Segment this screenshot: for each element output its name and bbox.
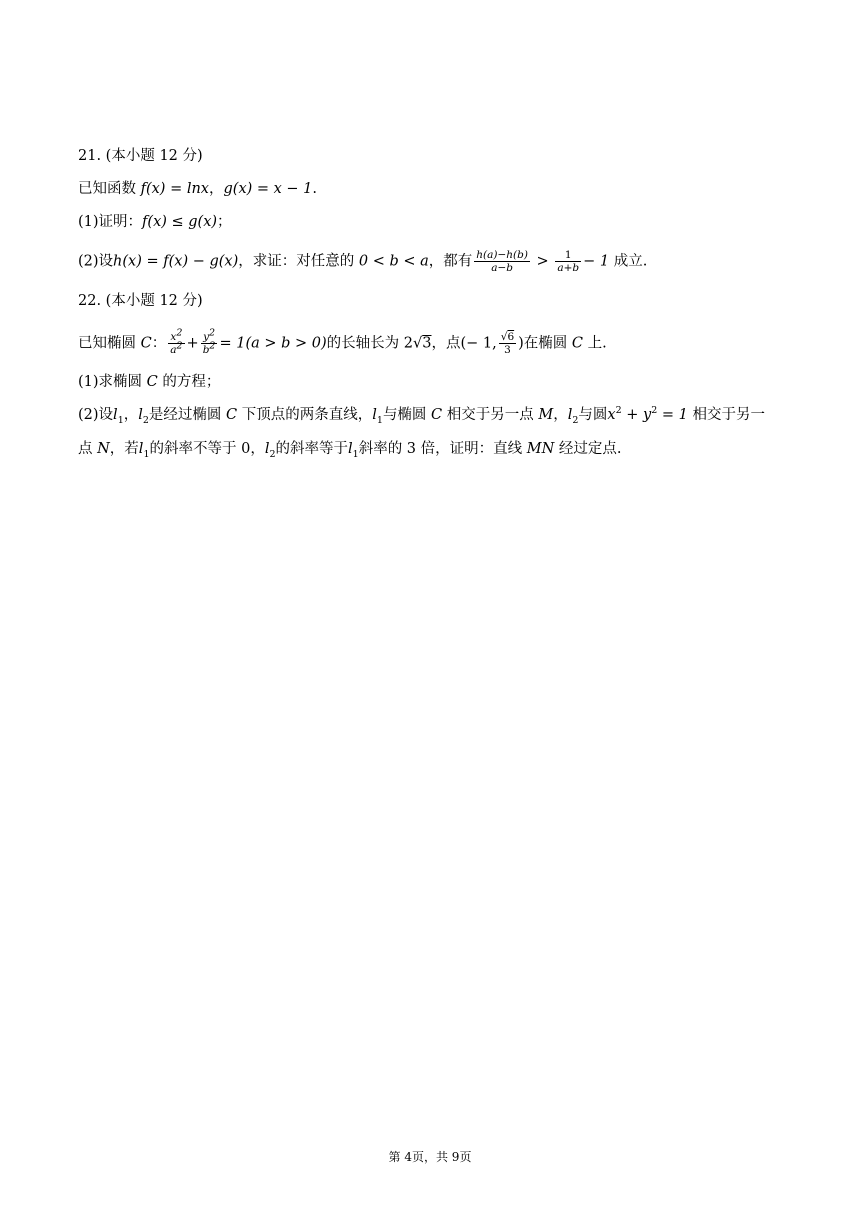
stem-text: 在椭圆 — [523, 335, 572, 352]
point-m: M — [538, 407, 554, 423]
line-l1: l — [138, 441, 144, 457]
line-l1: l — [348, 441, 353, 457]
ellipse-c: C — [431, 407, 443, 423]
problem-21-part-1 — [78, 212, 232, 232]
fraction-difference-quotient — [474, 249, 530, 274]
part-label: (2) — [78, 407, 99, 423]
part-text: 成立. — [609, 253, 648, 270]
problem-22-header — [78, 291, 203, 311]
fraction-numerator: 1 — [555, 249, 581, 262]
line-l1: l — [113, 407, 118, 423]
function-g: g(x) = x − 1 — [223, 181, 313, 197]
problem-22-part-2-line-2: 点 N，若$l_1$的斜率不等于 0，$l_2$的斜率等于$l_1$斜率的 3 倍，证明：直线 MN 经过定点. — [78, 441, 622, 460]
plus: + — [186, 335, 199, 352]
stem-text: 的长轴长为 — [326, 335, 404, 352]
fraction-x-over-a: $\frac{x^2}{a^2}$ — [170, 327, 183, 356]
line-l2: l — [264, 441, 270, 457]
problem-21-header — [78, 146, 203, 166]
line-l1: l — [372, 407, 377, 423]
problem-22-stem: 已知椭圆 C： $\frac{x^2}{a^2}$ + $\frac{y^2}{b^2}$ = 1(a > b > 0)的长轴长为 2√3，点(− 1, $\frac{√6}{3}$ )在椭圆 C 上. — [78, 327, 607, 356]
fraction-reciprocal — [555, 249, 581, 274]
page-footer: 第 4页，共 9页 — [388, 1150, 472, 1164]
line-l2: l — [138, 407, 143, 423]
problem-number: 21. — [78, 148, 102, 164]
ellipse-c: C — [226, 407, 238, 423]
ellipse-c: C — [571, 335, 584, 352]
point-close: ) — [518, 335, 524, 352]
ellipse-c: C — [140, 335, 152, 352]
problem-22-part-2-line-1: (2)设$l_1$，$l_2$是经过椭圆 C 下顶点的两条直线，$l_1$与椭圆 C 相交于另一点 M，$l_2$与圆$x^2 + y^2 = 1$ 相交于另一 — [78, 405, 765, 426]
inequality: f(x) ≤ g(x) — [142, 214, 218, 230]
stem-text: ，点 — [431, 335, 461, 352]
part-text: 设 — [98, 253, 114, 270]
part-text: 求椭圆 — [98, 374, 147, 390]
sqrt-icon: √ — [413, 335, 423, 352]
part-text: 的方程； — [157, 374, 221, 390]
radicand: 3 — [422, 335, 432, 352]
minus-one: − 1 — [583, 253, 610, 270]
problem-21-part-2 — [78, 249, 647, 274]
problem-points: (本小题 12 分) — [105, 293, 203, 309]
problem-number: 22. — [78, 293, 102, 309]
part-label: (2) — [78, 253, 99, 270]
ellipse-c: C — [146, 374, 158, 390]
fraction-numerator: h(a)−h(b) — [476, 249, 528, 261]
fraction-denominator: a+b — [557, 262, 580, 274]
line-mn: MN — [526, 441, 555, 457]
part-end: ； — [217, 214, 232, 230]
definition-h: h(x) = f(x) − g(x) — [113, 253, 239, 270]
circle-equation: = 1 — [657, 407, 688, 423]
stem-text: 已知椭圆 — [78, 335, 141, 352]
part-label: (1) — [78, 214, 99, 230]
separator: ， — [209, 181, 224, 197]
condition: 0 < b < a — [358, 253, 429, 270]
fraction-denominator: a−b — [491, 262, 513, 274]
sqrt-icon: √ — [500, 331, 508, 343]
problem-points: (本小题 12 分) — [105, 148, 203, 164]
part-text: ，都有 — [428, 253, 473, 270]
point-open: (− 1, — [460, 335, 497, 352]
stem-text: 上. — [583, 335, 607, 352]
colon: ： — [151, 335, 167, 352]
greater-than: > — [531, 253, 554, 270]
problem-22-part-1 — [78, 372, 220, 392]
ellipse-equation: = 1(a > b > 0) — [219, 335, 327, 352]
stem-text: 已知函数 — [78, 181, 141, 197]
fraction-y-over-b: $\frac{y^2}{b^2}$ — [202, 327, 216, 356]
point-n: N — [97, 441, 110, 457]
line-l2: l — [567, 407, 573, 423]
function-f: f(x) = lnx — [140, 181, 209, 197]
problem-21-stem — [78, 179, 317, 199]
fraction-sqrt6-over-3: $\frac{√6}{3}$ — [500, 331, 515, 356]
stem-end: . — [312, 181, 318, 197]
part-text: 证明： — [98, 214, 143, 230]
part-text: ，求证：对任意的 — [238, 253, 359, 270]
part-label: (1) — [78, 374, 99, 390]
